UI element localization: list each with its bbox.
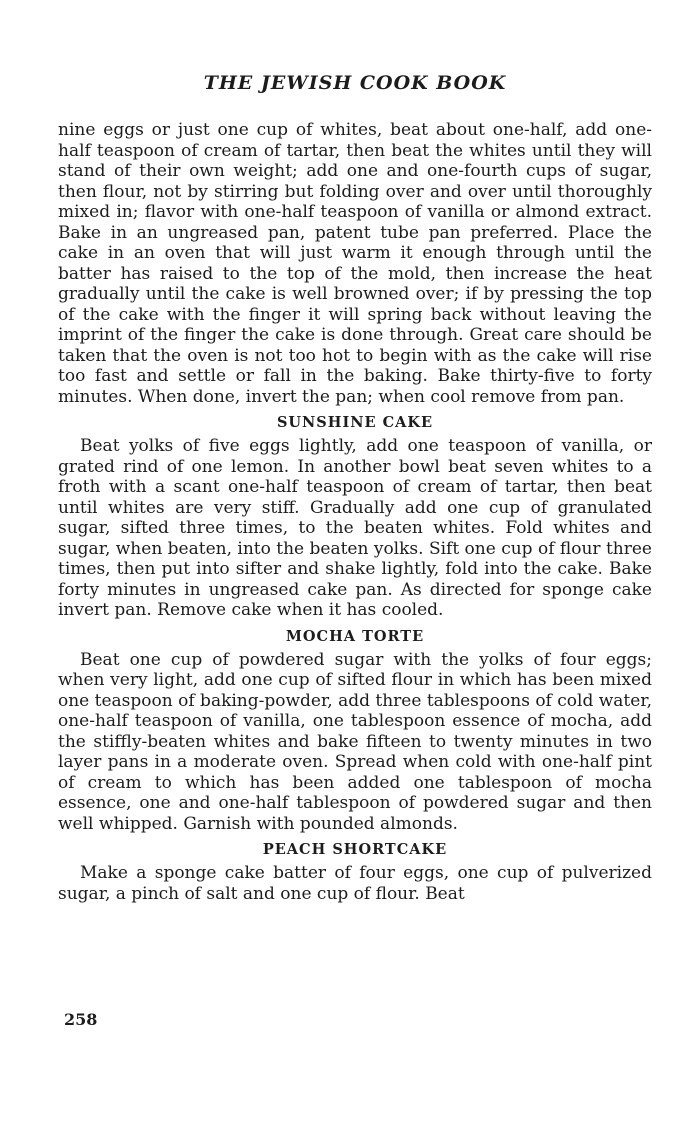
running-title: THE JEWISH COOK BOOK: [203, 72, 507, 94]
recipe-title: MOCHA TORTE: [285, 627, 425, 645]
recipe-title: PEACH SHORTCAKE: [262, 841, 448, 858]
recipe-body: Beat yolks of five eggs lightly, add one teaspoon of vanilla, or grated rind of one lemon. In another bowl beat seven whites to a froth with a scant one-half teaspoon of cream of tartar, then beat until whites are very stiff. Gradually add one cup of granulated sugar, sifted three times, to the beaten whites. Fold whites and sugar, when beaten, into the beaten yolks. Sift one cup of flour three times, then put into sifter and shake lightly, fold into the cake. Bake forty minutes in ungreased cake pan. As directed for sponge cake invert pan. Remove cake when it has cooled.: [58, 436, 652, 620]
recipe-peach-shortcake: [58, 841, 652, 904]
recipe-mocha-torte: [58, 628, 652, 835]
recipe-sunshine-cake: [58, 414, 652, 621]
continued-recipe-text: nine eggs or just one cup of whites, beat about one-half, add one-half teaspoon of cream of tartar, then beat the whites until they will stand of their own weight; add one and one-fourth cups of sugar, then flour, not by stirring but folding over and over until thoroughly mixed in; flavor with one-half teaspoon of vanilla or almond extract. Bake in an ungreased pan, patent tube pan preferred. Place the cake in an oven that will just warm it enough through until the batter has raised to the top of the mold, then increase the heat gradually until the cake is well browned over; if by pressing the top of the cake with the finger it will spring back without leaving the imprint of the finger the cake is done through. Great care should be taken that the oven is not too hot to begin with as the cake will rise too fast and settle or fall in the baking. Bake thirty-five to forty minutes. When done, invert the pan; when cool remove from pan.: [58, 120, 652, 407]
recipe-body: Beat one cup of powdered sugar with the yolks of four eggs; when very light, add one cup of sifted flour in which has been mixed one teaspoon of baking-powder, add three tablespoons of cold water, one-half teaspoon of vanilla, one tablespoon essence of mocha, add the stiffly-beaten whites and bake fifteen to twenty minutes in two layer pans in a moderate oven. Spread when cold with one-half pint of cream to which has been added one tablespoon of mocha essence, one and one-half tablespoon of powdered sugar and then well whipped. Garnish with pounded almonds.: [58, 649, 652, 834]
book-page: [58, 72, 652, 904]
recipe-body: Make a sponge cake batter of four eggs, one cup of pulverized sugar, a pinch of salt and one cup of flour. Beat: [58, 863, 652, 904]
page-number: 258: [64, 1010, 98, 1029]
recipe-title: SUNSHINE CAKE: [276, 414, 434, 431]
